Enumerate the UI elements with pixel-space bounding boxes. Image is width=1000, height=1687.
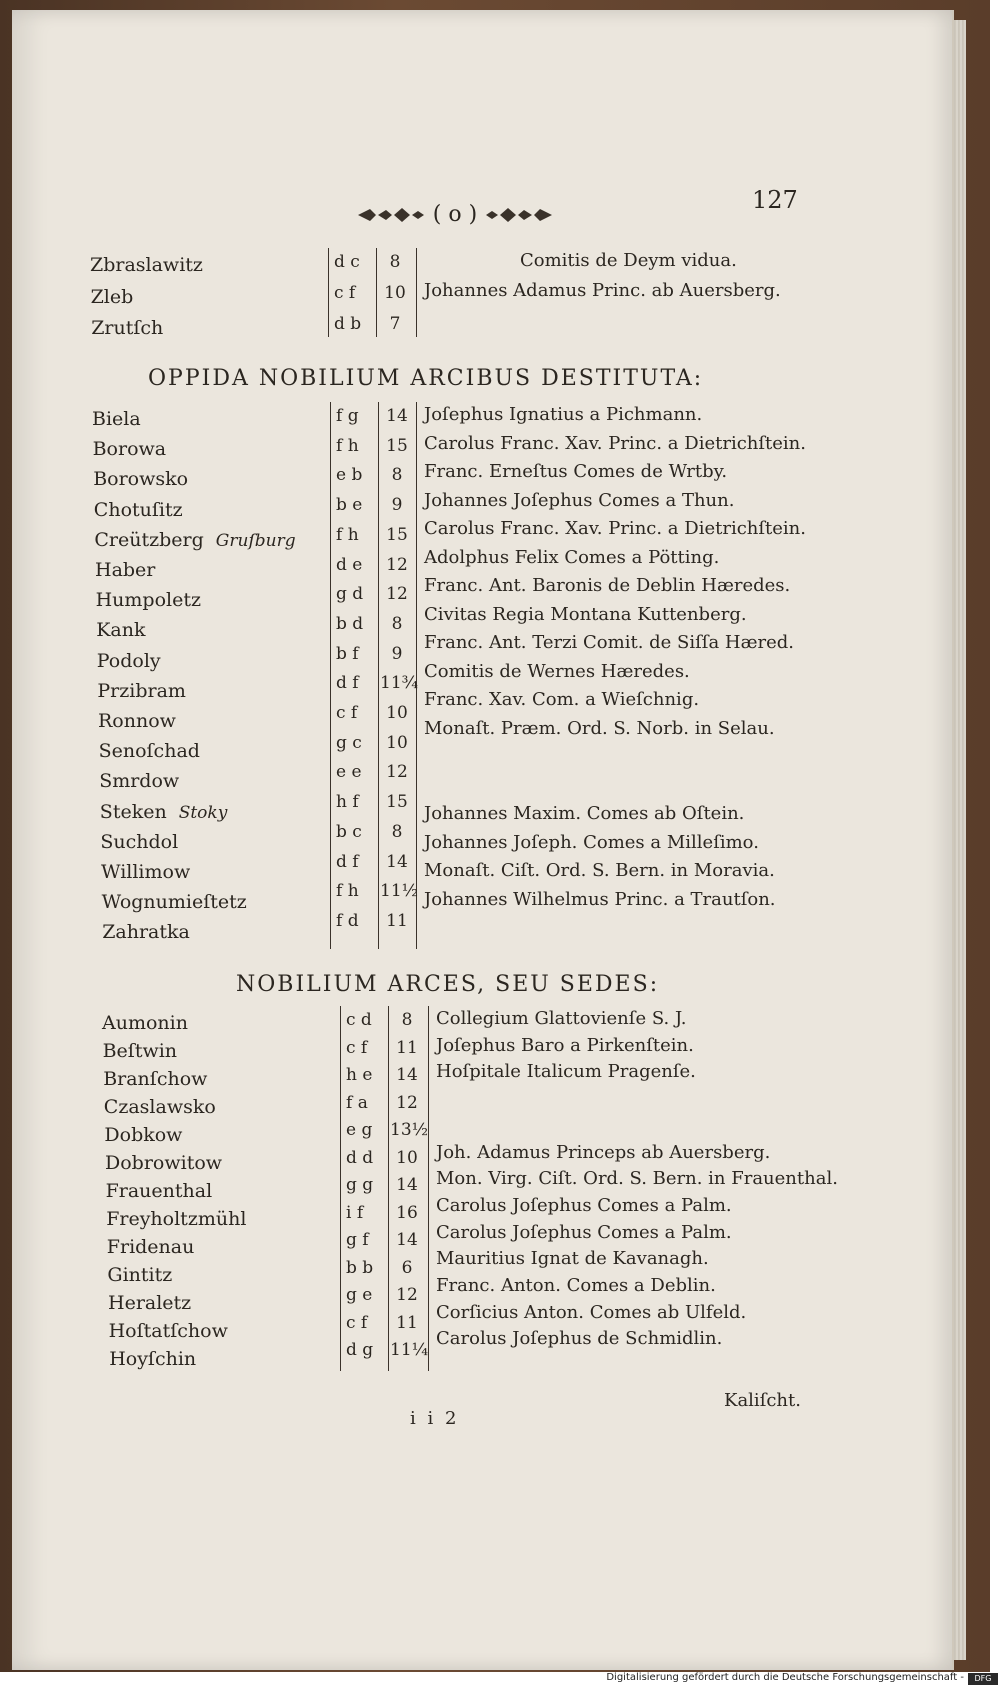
place-name (99, 770, 179, 792)
grid-letters: d e (336, 554, 363, 575)
place-name (107, 1236, 195, 1258)
column-rule (330, 402, 331, 949)
place-name (95, 559, 155, 581)
place-name (108, 1292, 191, 1314)
signature-mark: i i 2 (410, 1408, 460, 1429)
place-name-text: Willimow (101, 861, 191, 883)
grid-letters: f h (336, 524, 359, 545)
grid-letters: c f (336, 703, 358, 723)
owner-text: Carolus Joſephus Comes a Palm. (436, 1221, 732, 1243)
owner-text: Monaſt. Præm. Ord. S. Norb. in Selau. (424, 717, 775, 739)
grid-letters: b c (336, 821, 362, 842)
distance-number: 11 (396, 1037, 418, 1058)
grid-letters: i f (346, 1202, 364, 1223)
owner-text: Comitis de Deym vidua. (520, 250, 737, 271)
place-name-text: Freyholtzmühl (106, 1208, 247, 1230)
column-rule (340, 1006, 341, 1371)
owner-text: Monaſt. Ciſt. Ord. S. Bern. in Moravia. (424, 860, 775, 881)
distance-number: 10 (386, 732, 408, 753)
place-name (91, 286, 134, 308)
distance-number: 10 (384, 283, 406, 303)
grid-letters: e g (346, 1120, 373, 1140)
place-name-text: Smrdow (99, 770, 180, 793)
distance-number: 6 (401, 1257, 413, 1278)
distance-number: 11½ (380, 881, 419, 902)
place-name-text: Hoyſchin (109, 1348, 197, 1370)
distance-number: 14 (386, 851, 408, 872)
owner-text: Franc. Ant. Baronis de Deblin Hæredes. (424, 575, 791, 596)
place-name-text: Hoſtatſchow (108, 1320, 228, 1342)
grid-letters: d f (336, 851, 359, 872)
place-name (109, 1348, 196, 1370)
handwritten-annotation: Stoky (178, 802, 228, 823)
owner-text: Collegium Glattovienſe S. J. (436, 1008, 687, 1029)
grid-letters: g d (336, 584, 364, 605)
distance-number: 12 (386, 584, 408, 605)
distance-number: 11¾ (380, 673, 419, 694)
grid-letters: e b (336, 465, 363, 486)
owner-text: Franc. Erneſtus Comes de Wrtby. (424, 461, 728, 482)
place-name (96, 619, 145, 641)
place-name-text: Creützberg (94, 528, 204, 551)
owner-text: Johannes Adamus Princ. ab Auersberg. (424, 279, 781, 301)
owner-text: Johannes Wilhelmus Princ. a Trautſon. (424, 888, 776, 910)
place-name (92, 408, 141, 430)
place-name-text: Heraletz (108, 1292, 192, 1314)
grid-letters: g g (346, 1175, 374, 1195)
grid-letters: b d (336, 613, 364, 634)
owner-text: Joſephus Ignatius a Pichmann. (424, 404, 703, 425)
distance-number: 11¼ (390, 1340, 429, 1360)
distance-number: 9 (391, 495, 403, 516)
distance-number: 8 (401, 1010, 413, 1030)
place-name (103, 1040, 177, 1062)
grid-letters: g c (336, 732, 362, 753)
owner-text: Johannes Joſephus Comes a Thun. (424, 489, 735, 511)
header-text: ( o ) (432, 202, 478, 227)
place-name-text: Senoſchad (98, 740, 200, 763)
place-name (96, 589, 201, 611)
grid-letters: f g (336, 406, 359, 426)
place-name-text: Czaslawsko (103, 1096, 216, 1118)
owner-text: Carolus Joſephus Comes a Palm. (436, 1194, 732, 1216)
place-name (93, 438, 167, 460)
distance-number: 12 (396, 1092, 418, 1113)
place-name-text: Wognumieſtetz (101, 891, 247, 914)
catchword: Kaliſcht. (724, 1390, 801, 1411)
column-rule (416, 248, 417, 337)
column-rule (428, 1006, 429, 1371)
distance-number: 9 (391, 643, 403, 664)
owner-text: Johannes Joſeph. Comes a Milleſimo. (424, 831, 759, 853)
grid-letters: c f (346, 1312, 368, 1333)
place-name-text: Suchdol (100, 830, 179, 853)
distance-number: 10 (386, 703, 408, 723)
distance-number: 7 (389, 314, 401, 334)
page-header (330, 202, 580, 227)
place-name-text: Branſchow (103, 1068, 208, 1090)
distance-number: 12 (386, 762, 408, 783)
place-name (102, 1012, 188, 1034)
place-name-text: Zleb (90, 285, 134, 308)
place-name-text: Borowa (92, 438, 167, 461)
place-name-text: Podoly (96, 649, 161, 672)
place-name (97, 680, 186, 702)
grid-letters: d b (334, 314, 362, 334)
distance-number: 11 (386, 910, 408, 931)
owner-text: Carolus Joſephus de Schmidlin. (436, 1328, 723, 1350)
place-name (106, 1180, 213, 1202)
distance-number: 8 (391, 465, 403, 486)
grid-letters: f h (336, 435, 359, 456)
place-name-text: Przibram (97, 679, 186, 702)
distance-number: 14 (396, 1230, 418, 1250)
place-name (94, 529, 295, 551)
grid-letters: f h (336, 881, 359, 902)
place-name (107, 1264, 172, 1286)
owner-text: Franc. Ant. Terzi Comit. de Siſſa Hæred. (424, 632, 795, 653)
place-name (103, 1068, 207, 1090)
left-ornament-icon (356, 205, 426, 225)
distance-number: 15 (386, 792, 408, 813)
place-name-text: Fridenau (106, 1236, 195, 1258)
place-name-text: Zbraslawitz (90, 254, 203, 276)
place-name-text: Dobrowitow (105, 1152, 223, 1174)
right-ornament-icon (484, 205, 554, 225)
place-name (106, 1208, 246, 1230)
place-name-text: Gintitz (107, 1264, 173, 1286)
grid-letters: d c (334, 252, 360, 272)
grid-letters: b f (336, 643, 359, 664)
place-name-text: Haber (95, 559, 156, 581)
place-name-text: Dobkow (104, 1124, 183, 1146)
place-name (102, 921, 190, 943)
distance-number: 15 (386, 435, 408, 456)
owner-text: Hoſpitale Italicum Pragenſe. (436, 1061, 696, 1083)
grid-letters: d d (346, 1147, 374, 1168)
distance-number: 8 (389, 252, 401, 272)
column-rule (328, 248, 329, 337)
distance-number: 12 (396, 1285, 418, 1305)
distance-number: 10 (396, 1147, 418, 1168)
place-name-text: Zahratka (102, 921, 190, 944)
place-name-text: Beſtwin (102, 1040, 178, 1062)
owner-text: Carolus Franc. Xav. Princ. a Dietrichſtein. (424, 432, 806, 454)
place-name (93, 468, 188, 490)
place-name-text: Aumonin (102, 1012, 188, 1034)
grid-letters: d g (346, 1340, 374, 1360)
grid-letters: c f (346, 1037, 368, 1058)
place-name (91, 317, 163, 339)
place-name (100, 831, 178, 853)
distance-number: 15 (386, 524, 408, 545)
page-content (12, 10, 952, 1670)
place-name-text: Kank (96, 619, 146, 642)
owner-text: Joſephus Baro a Pirkenſtein. (436, 1034, 694, 1056)
owner-text: Mon. Virg. Ciſt. Ord. S. Bern. in Frauenthal. (436, 1168, 838, 1190)
place-name (100, 801, 228, 823)
place-name-text: Zrutſch (91, 317, 164, 339)
place-name (97, 650, 161, 672)
distance-number: 14 (396, 1065, 418, 1085)
section-title-arces: NOBILIUM ARCES, SEU SEDES: (236, 972, 660, 997)
place-name (102, 891, 247, 913)
place-name-text: Ronnow (98, 710, 176, 732)
distance-number: 14 (396, 1175, 418, 1195)
place-name-text: Borowsko (93, 468, 189, 491)
place-name-text: Frauenthal (105, 1180, 213, 1202)
place-name (99, 740, 200, 762)
page (12, 10, 954, 1670)
grid-letters: c d (346, 1010, 372, 1030)
place-name-text: Humpoletz (95, 589, 201, 612)
place-name (104, 1124, 182, 1146)
distance-number: 14 (386, 406, 408, 426)
owner-text: Johannes Maxim. Comes ab Oſtein. (424, 803, 745, 824)
section-title-oppida: OPPIDA NOBILIUM ARCIBUS DESTITUTA: (148, 366, 704, 391)
owner-text: Civitas Regia Montana Kuttenberg. (424, 603, 747, 625)
place-name (90, 254, 203, 276)
grid-letters: h e (346, 1065, 373, 1085)
grid-letters: c f (334, 283, 356, 303)
place-name (98, 710, 176, 732)
grid-letters: f a (346, 1092, 368, 1113)
distance-number: 8 (391, 821, 403, 842)
place-name (105, 1152, 222, 1174)
place-name (94, 499, 183, 521)
place-name (101, 861, 190, 883)
distance-number: 16 (396, 1202, 418, 1223)
grid-letters: h f (336, 792, 359, 813)
owner-text: Mauritius Ignat de Kavanagh. (436, 1248, 709, 1270)
grid-letters: b b (346, 1257, 374, 1278)
dfg-logo: DFG (968, 1673, 998, 1685)
owner-text: Carolus Franc. Xav. Princ. a Dietrichſtein. (424, 518, 806, 539)
place-name-text: Steken (99, 800, 167, 823)
owner-text: Corſicius Anton. Comes ab Ulfeld. (436, 1301, 747, 1323)
owner-text: Comitis de Wernes Hæredes. (424, 660, 690, 682)
distance-number: 8 (391, 613, 403, 634)
footer-text: Digitalisierung gefördert durch die Deutsche Forschungsgemeinschaft - (606, 1672, 964, 1683)
place-name (109, 1320, 228, 1342)
grid-letters: g f (346, 1230, 369, 1250)
distance-number: 13½ (390, 1120, 429, 1140)
owner-text: Adolphus Felix Comes a Pötting. (424, 546, 720, 568)
page-edges (952, 20, 966, 1660)
footer-bar (0, 1672, 1000, 1687)
place-name-text: Biela (92, 408, 141, 430)
owner-text: Franc. Xav. Com. a Wieſchnig. (424, 689, 700, 710)
grid-letters: g e (346, 1285, 373, 1305)
owner-text: Franc. Anton. Comes a Deblin. (436, 1275, 716, 1296)
place-name (104, 1096, 216, 1118)
grid-letters: f d (336, 910, 359, 931)
grid-letters: b e (336, 495, 363, 516)
grid-letters: d f (336, 673, 359, 694)
grid-letters: e e (336, 762, 362, 783)
place-name-text: Chotuſitz (93, 498, 183, 521)
page-number: 127 (752, 186, 798, 214)
distance-number: 11 (396, 1312, 418, 1333)
distance-number: 12 (386, 554, 408, 575)
owner-text: Joh. Adamus Princeps ab Auersberg. (436, 1141, 771, 1163)
handwritten-annotation: Gruſburg (215, 530, 296, 551)
